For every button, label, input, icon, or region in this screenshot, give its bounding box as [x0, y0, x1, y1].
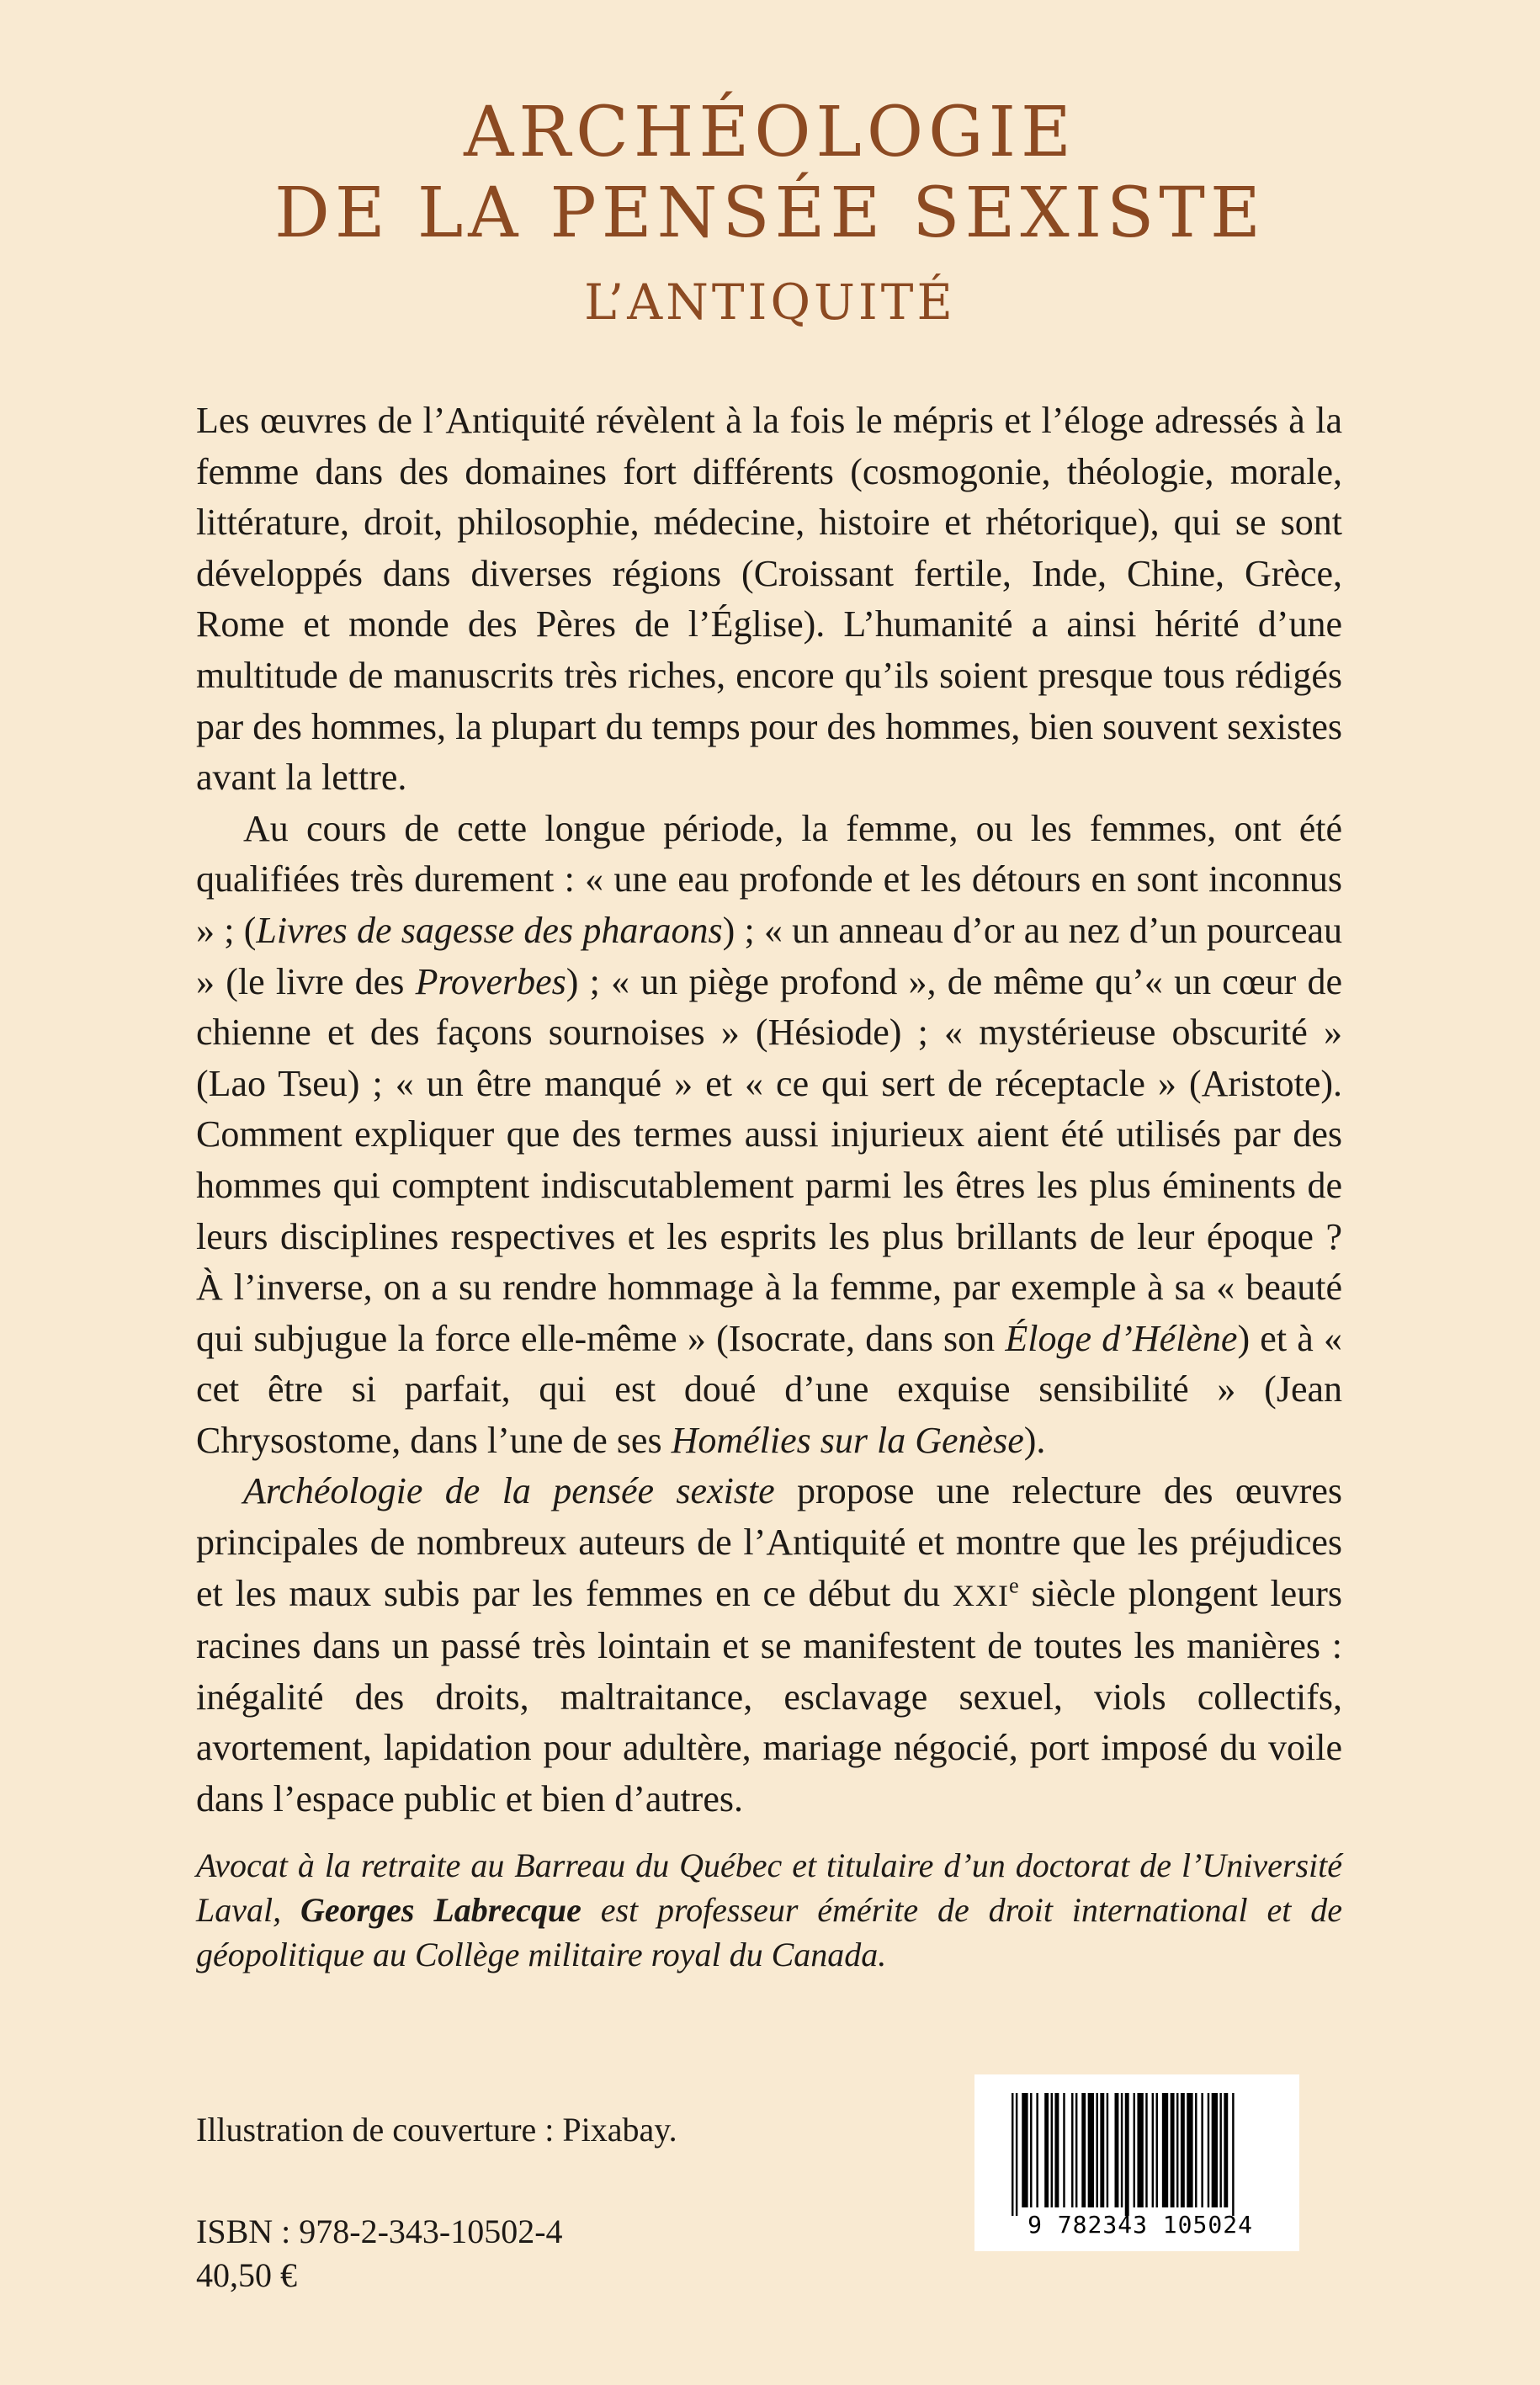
cover-credits: Illustration de couverture : Pixabay.: [196, 2111, 677, 2149]
barcode-bar: [1088, 2093, 1094, 2207]
barcode-bar: [1063, 2093, 1065, 2207]
p2-italic-1: Livres de sagesse des pharaons: [256, 909, 723, 951]
p3-text-2: siècle plongent leurs racines dans un passé très lointain et se manifestent de toutes les manières : inégalité des droits, maltraitance, esclavage sexuel, viols collectifs, avortement, lapidation pour adultère, mariage négocié, port imposé du voile dans l’espace public et bien d’autres.: [196, 1572, 1342, 1820]
barcode-bar: [1125, 2093, 1129, 2216]
barcode-bar: [1071, 2093, 1073, 2207]
barcode-digits: 9 782343 105024: [1028, 2211, 1253, 2239]
barcode: [974, 2074, 1299, 2251]
paragraph-1: Les œuvres de l’Antiquité révèlent à la fois le mépris et l’éloge adressés à la femme dans des domaines fort différents (cosmogonie, théologie, morale, littérature, droit, philosophie, médecine, histoire et rhétorique), qui se sont développés dans diverses régions (Croissant fertile, Inde, Chine, Grèce, Rome et monde des Pères de l’Église). L’humanité a ainsi hérité d’une multitude de manuscrits très riches, encore qu’ils soient presque tous rédigés par des hommes, la plupart du temps pour des hommes, bien souvent sexistes avant la lettre.: [196, 400, 1342, 799]
barcode-bar: [1022, 2093, 1028, 2207]
barcode-bar: [1232, 2093, 1234, 2216]
p2-italic-2: Proverbes: [415, 960, 566, 1002]
paragraph-3: [196, 1466, 1342, 1825]
barcode-bar: [1051, 2093, 1053, 2207]
barcode-bar: [1195, 2093, 1197, 2207]
barcode-bar: [1156, 2093, 1158, 2207]
p2-italic-3: Éloge d’Hélène: [1005, 1317, 1238, 1359]
barcode-bar: [1187, 2093, 1192, 2207]
barcode-bar: [1054, 2093, 1059, 2207]
barcode-bar: [1115, 2093, 1119, 2207]
paragraph-2: [196, 804, 1342, 1467]
barcode-bar: [1145, 2093, 1147, 2207]
p2-italic-4: Homélies sur la Genèse: [671, 1419, 1024, 1461]
barcode-bar: [1030, 2093, 1032, 2207]
barcode-bar: [1176, 2093, 1178, 2207]
century-numeral: XXI: [952, 1578, 1010, 1612]
barcode-bar: [1171, 2093, 1175, 2207]
blurb: [196, 396, 1342, 1825]
author-name: Georges Labrecque: [300, 1891, 581, 1929]
barcode-bar: [1075, 2093, 1077, 2207]
p2-text-5: ).: [1023, 1419, 1046, 1461]
author-bio-text-1: Avocat à la retraite au Barreau du Québec et titulaire d’un doctorat de l’Université Laval,: [196, 1846, 1342, 1929]
barcode-bar: [1201, 2093, 1203, 2207]
barcode-bar: [1044, 2093, 1049, 2207]
barcode-bar: [1224, 2093, 1228, 2207]
p2-text-3: ) ; « un piège profond », de même qu’« un cœur de chienne et des façons sournoises » (Hésiode) ; « mystérieuse obscurité » (Lao Tseu) ; « un être manqué » et « ce qui sert de réceptacle » (Aristote). Comment expliquer que des termes aussi injurieux aient été utilisés par des hommes qui comptent indiscutablement parmi les êtres les plus éminents de leurs disciplines respectives et les esprits les plus brillants de leur époque ? À l’inverse, on a su rendre hommage à la femme, par exemple à sa « beauté qui subjugue la force elle-même » (Isocrate, dans son: [196, 960, 1342, 1359]
author-bio: [196, 1843, 1342, 1977]
century-superscript: e: [1009, 1572, 1019, 1597]
barcode-bar: [1212, 2093, 1218, 2207]
title-block: [0, 93, 1540, 332]
barcode-bar: [1016, 2093, 1017, 2216]
p3-text-1: propose une relecture des œuvres principales de nombreux auteurs de l’Antiquité et montre que les préjudices et les maux subis par les femmes en ce début du: [196, 1470, 1343, 1614]
barcode-bar: [1219, 2093, 1221, 2207]
barcode-bar: [1137, 2093, 1143, 2207]
p2-text-1: Au cours de cette longue période, la femme, ou les femmes, ont été qualifiées très durement : « une eau profonde et les détours en sont inconnus » ; (: [196, 807, 1342, 951]
author-bio-text-2: est professeur émérite de droit international et de géopolitique au Collège militaire royal du Canada.: [196, 1891, 1342, 1973]
barcode-bar: [1012, 2093, 1013, 2216]
barcode-bar: [1081, 2093, 1086, 2207]
barcode-bar: [1121, 2093, 1123, 2207]
p3-italic-title: Archéologie de la pensée sexiste: [243, 1470, 775, 1512]
p2-text-4: ) et à « cet être si parfait, qui est doué d’une exquise sensibilité » (Jean Chrysostome, dans l’une de ses: [196, 1317, 1342, 1461]
subtitle: L’ANTIQUITÉ: [584, 274, 956, 331]
barcode-bar: [1134, 2093, 1135, 2207]
barcode-bar: [1208, 2093, 1209, 2207]
barcode-bar: [1100, 2093, 1104, 2207]
title-line-1: ARCHÉOLOGIE: [464, 93, 1076, 173]
barcode-bar: [1181, 2093, 1185, 2207]
title-line-2: DE LA PENSÉE SEXISTE: [274, 173, 1266, 253]
p2-text-2: ) ; « un anneau d’or au nez d’un pourceau » (le livre des: [196, 909, 1343, 1002]
price: 40,50 €: [196, 2256, 297, 2294]
barcode-bar: [1036, 2093, 1038, 2207]
barcode-bar: [1162, 2093, 1168, 2207]
isbn: ISBN : 978-2-343-10502-4: [196, 2212, 563, 2250]
barcode-bar: [1107, 2093, 1108, 2207]
barcode-bar: [1152, 2093, 1154, 2207]
barcode-bar: [1096, 2093, 1097, 2207]
